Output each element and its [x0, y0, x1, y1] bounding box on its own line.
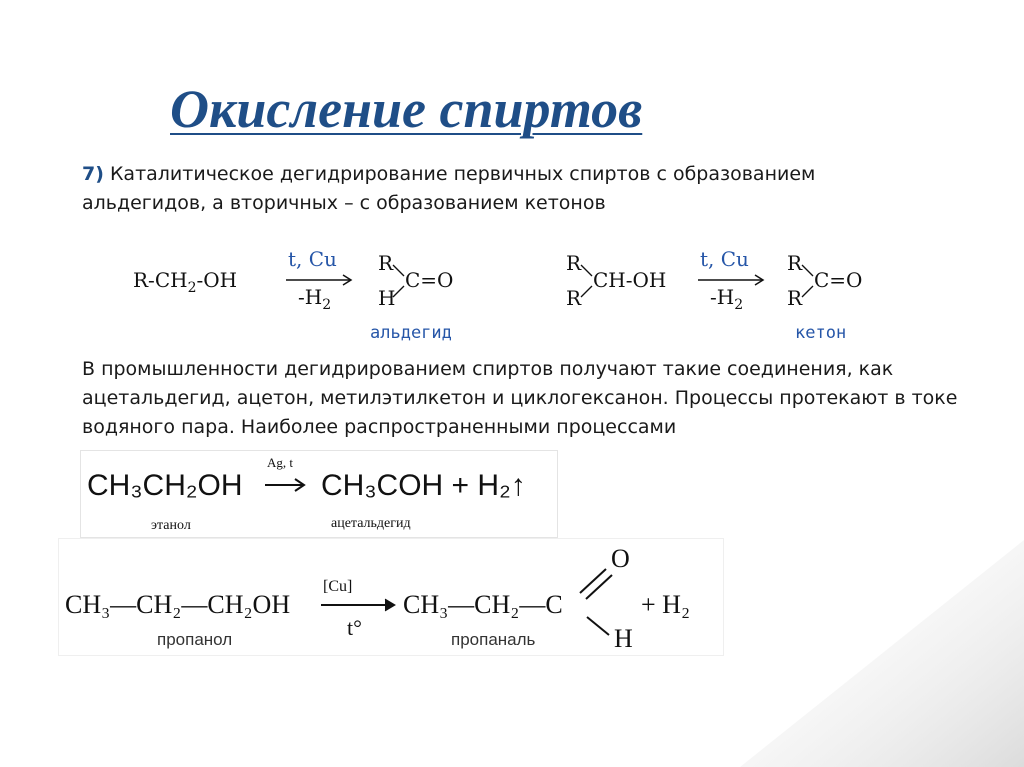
double-bond-line [586, 575, 612, 599]
aldehyde-carbonyl: C=O [405, 268, 454, 292]
bond-line [393, 265, 404, 276]
hydrogen-atom: H [614, 624, 633, 653]
ag-t-condition: Ag, t [267, 455, 293, 470]
propanol-reaction-svg [59, 539, 723, 655]
ketone-carbonyl: C=O [814, 268, 863, 292]
acetaldehyde-label: ацетальдегид [331, 516, 411, 531]
bond-line [587, 617, 609, 635]
condition-minus-h2: $-H_2$ [710, 285, 744, 313]
condition-t-cu: t, Cu [700, 247, 749, 271]
ketone-scheme [566, 247, 862, 343]
aldehyde-r: R [378, 251, 394, 275]
ketone-r-bottom: R [787, 286, 803, 310]
secondary-alcohol-r-bottom: R [566, 286, 582, 310]
aldehyde-label: альдегид [370, 323, 452, 343]
bond-line [802, 286, 813, 297]
secondary-alcohol-group: CH-OH [593, 268, 667, 292]
propanol-label: пропанол [157, 630, 233, 649]
bond-line [802, 265, 813, 276]
hydrogen-product: + H₂ [641, 590, 691, 619]
acetaldehyde-formula: CH₃COH + H₂↑ [321, 469, 526, 502]
oxygen-atom: O [611, 544, 630, 573]
ethanol-reaction-svg [81, 451, 557, 537]
secondary-alcohol-r-top: R [566, 251, 582, 275]
intro-text: Каталитическое дегидрирование первичных спиртов с образованием альдегидов, а вторичных – с образованием кетонов [82, 163, 816, 214]
ethanol-reaction-image [80, 450, 558, 538]
condition-t-cu: t, Cu [288, 247, 337, 271]
aldehyde-h: H [378, 286, 396, 310]
double-bond-line [580, 569, 606, 593]
temperature-condition: t° [347, 615, 362, 640]
bond-line [581, 286, 592, 297]
propanal-label: пропаналь [451, 630, 536, 649]
propanal-chain: CH₃—CH₂—C [403, 590, 563, 619]
primary-alcohol-formula: $R-CH_2-OH$ [133, 268, 238, 296]
slide-title: Окисление спиртов [170, 79, 643, 139]
propanol-formula: CH₃—CH₂—CH₂OH [65, 590, 291, 619]
ketone-label: кетон [795, 323, 847, 343]
bond-line [581, 265, 592, 276]
ketone-r-top: R [787, 251, 803, 275]
ethanol-label: этанол [151, 518, 191, 533]
propanol-reaction-image [58, 538, 724, 656]
aldehyde-scheme [133, 247, 453, 343]
ethanol-formula: CH₃CH₂OH [87, 469, 243, 502]
industry-paragraph: В промышленности дегидрированием спиртов получают такие соединения, как ацетальдегид, ацетон, метилэтилкетон и циклогексанон. Процессы протекают в токе водяного пара. Наиболее распространенными процессами [82, 358, 958, 438]
item-number: 7) [82, 163, 104, 185]
arrow-head-icon [385, 599, 395, 611]
cu-catalyst: [Cu] [323, 578, 353, 595]
condition-minus-h2: $-H_2$ [298, 285, 332, 313]
